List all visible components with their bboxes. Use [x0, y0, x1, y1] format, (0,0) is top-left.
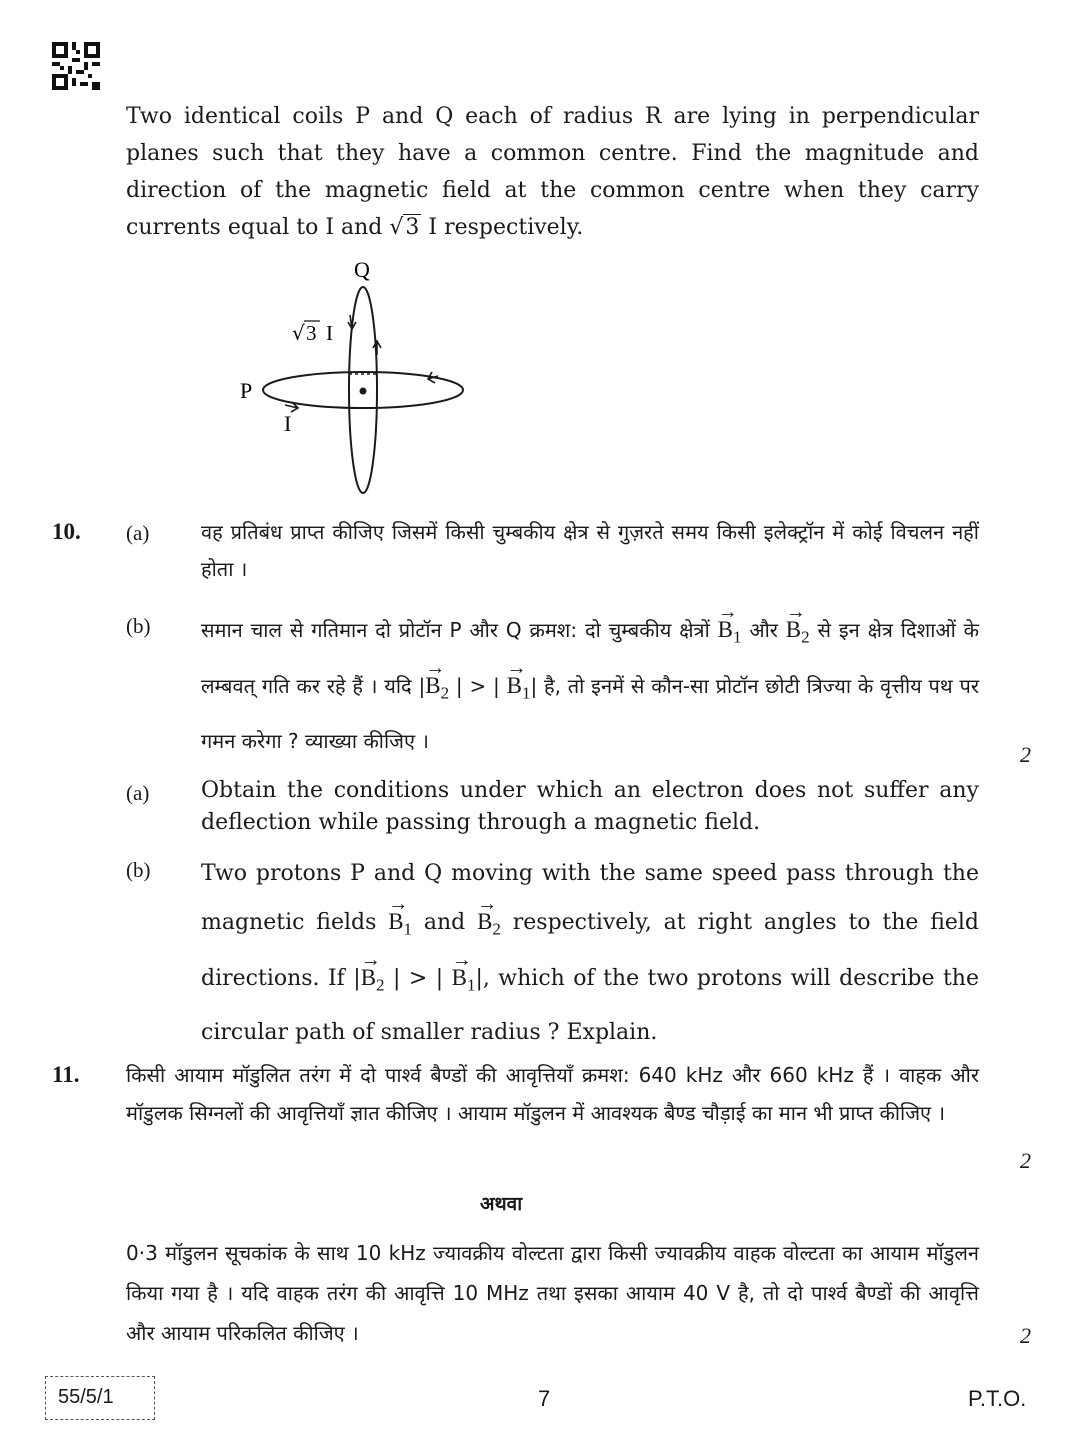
- q10-a-hi-label: (a): [126, 521, 150, 545]
- q10-b-en-part3: respectively, at right angles to the field directions. If |: [201, 910, 980, 991]
- or-heading: अथवा: [480, 1193, 523, 1215]
- paper-code: 55/5/1: [58, 1386, 114, 1408]
- q10-a-en-label: (a): [126, 781, 150, 805]
- figure-label-q: Q: [354, 257, 370, 282]
- vector-b1-en-mag: [452, 954, 476, 1010]
- vector-b2-mag-sub: 2: [440, 683, 450, 703]
- sqrt-radicand: 3: [405, 215, 420, 240]
- q10-b-hindi: [201, 606, 979, 765]
- vector-b2-mag-letter: B: [425, 672, 441, 698]
- q11-marks: 2: [1020, 1148, 1031, 1173]
- coil-question-text: Two identical coils P and Q each of radius R are lying in perpendicular planes such that they have a common centre. Find the magnitude and direction of the magnetic field at the common centre when they carry currents equal to I and: [126, 104, 979, 240]
- q10-b-hi-part5: | है, तो इनमें से कौन-सा प्रोटॉन छोटी त्रिज्या के वृत्तीय पथ पर गमन करेगा ? व्याख्या कीजिए ।: [201, 673, 980, 754]
- vector-b1-en-mag-sub: 1: [466, 975, 476, 995]
- arrow-q-right: [373, 341, 381, 355]
- coil-question-suffix: I respectively.: [421, 215, 584, 240]
- vector-b2-en-sub: 2: [492, 919, 501, 939]
- question-number-11: 11.: [52, 1062, 80, 1087]
- q10-b-hi-part1: समान चाल से गतिमान दो प्रोटॉन P और Q क्रमश: दो चुम्बकीय क्षेत्रों: [201, 618, 710, 642]
- vector-b2-sub: 2: [801, 627, 810, 647]
- figure-label-p: P: [240, 378, 253, 403]
- vector-b2-en-mag-letter: B: [360, 964, 377, 990]
- vector-b1-en-sub: 1: [403, 919, 413, 939]
- q10-b-hi-label: (b): [126, 614, 151, 638]
- vector-b2-letter: B: [785, 617, 802, 642]
- vector-b2-mag: [425, 662, 449, 718]
- q11-hindi: किसी आयाम मॉडुलित तरंग में दो पार्श्व बैण्डों की आवृत्तियाँ क्रमश: 640 kHz और 660 kHz हैं । वाहक और मॉडुलक सिग्नलों की आवृत्तियाँ ज्ञात कीजिए । आयाम मॉडुलन में आवश्यक बैण्ड चौड़ाई का मान भी प्राप्त कीजिए ।: [126, 1063, 979, 1125]
- vector-b2-en-mag-sub: 2: [376, 975, 385, 995]
- vector-b2-en: [477, 898, 501, 954]
- q10-b-en-part5: |, which of the two protons will describe the circular path of smaller radius ? Explain.: [201, 965, 979, 1046]
- coil-question: [126, 98, 979, 246]
- centre-dot: [360, 388, 367, 395]
- q10-b-en-part1: Two protons P and Q moving with the same speed pass through the magnetic fields: [201, 861, 979, 935]
- figure-label-sqrt-symbol: √: [292, 321, 305, 345]
- vector-b1-en: [388, 898, 412, 954]
- q11-alt-hindi: 0·3 मॉडुलन सूचकांक के साथ 10 kHz ज्यावक्रीय वोल्टता द्वारा किसी ज्यावक्रीय वाहक वोल्टता का आयाम मॉडुलन किया गया है । यदि वाहक तरंग की आवृत्ति 10 MHz तथा इसका आयाम 40 V है, तो दो पार्श्व बैण्डों की आवृत्ति और आयाम परिकलित कीजिए ।: [126, 1241, 979, 1345]
- page-number: 7: [538, 1386, 551, 1411]
- vector-b2-en-letter: B: [477, 909, 493, 934]
- vector-b1-letter: B: [717, 617, 733, 642]
- vector-b1-mag-letter: B: [506, 672, 522, 698]
- figure-label-sqrt-num: 3: [306, 321, 317, 345]
- q10-b-hi-part4: | > |: [455, 673, 500, 698]
- q10-b-hi-part2: और: [749, 618, 778, 642]
- vector-b1-en-mag-letter: B: [451, 964, 467, 990]
- vector-b1-mag: [507, 662, 531, 718]
- question-number-10: 10.: [52, 519, 81, 544]
- q10-b-hi-part3: से इन क्षेत्र दिशाओं के लम्बवत् गति कर रहे हैं । यदि |: [201, 618, 980, 698]
- q10-b-en-part2: and: [423, 910, 466, 935]
- q10-a-hindi: वह प्रतिबंध प्राप्त कीजिए जिसमें किसी चुम्बकीय क्षेत्र से गुज़रते समय किसी इलेक्ट्रॉन में कोई विचलन नहीं होता ।: [201, 520, 979, 581]
- vector-b1-en-letter: B: [388, 909, 404, 934]
- figure-label-i: I: [284, 411, 292, 436]
- q10-a-english: Obtain the conditions under which an electron does not suffer any deflection while passing through a magnetic field.: [201, 778, 979, 835]
- vector-b1-mag-sub: 1: [521, 683, 531, 703]
- vector-b2: [786, 606, 810, 662]
- paper-code-box: [45, 1376, 155, 1420]
- sqrt-three: √3: [389, 215, 420, 240]
- perpendicular-coils-figure: [230, 255, 480, 500]
- q10-b-en-label: (b): [126, 858, 151, 882]
- figure-label-sqrt-i: I: [326, 321, 333, 345]
- qr-code-icon: [52, 42, 100, 90]
- q10-marks: 2: [1020, 742, 1031, 767]
- q11-alt-marks: 2: [1020, 1323, 1031, 1348]
- vector-b1: [718, 606, 742, 662]
- pto-label: P.T.O.: [968, 1386, 1027, 1411]
- q10-b-english: [201, 850, 979, 1057]
- vector-b2-en-mag: [361, 954, 385, 1010]
- q10-b-en-part4: | > |: [392, 965, 444, 991]
- vector-b1-sub: 1: [732, 627, 742, 647]
